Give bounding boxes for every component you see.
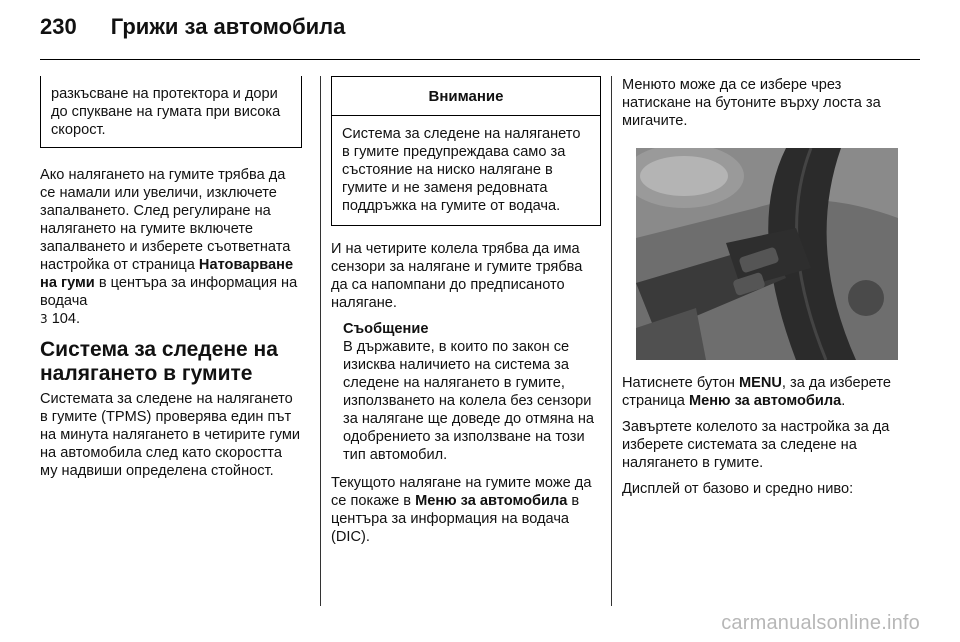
page-title: Грижи за автомобила: [110, 14, 346, 39]
press-menu-paragraph: [622, 374, 904, 410]
turn-signal-lever-photo: [636, 148, 898, 360]
text-run: в центъра за информация на водача (DIC).: [331, 493, 580, 545]
text-run: Натиснете бутон: [622, 375, 739, 391]
column-divider-2: [611, 76, 612, 606]
text-run: в центъра за информация на водача: [40, 275, 298, 309]
section-heading-tpms: Система за следене на налягането в гумите: [40, 338, 278, 385]
tpms-intro-paragraph: Системата за следене на налягането в гумите (TPMS) проверява един път на минута налягането в четирите гуми на автомобила след като скоростта му надвиши определена стойност.: [40, 391, 301, 479]
warning-continuation-text: разкъсване на протектора и дори до спукване на гумата при висока скорост.: [51, 86, 281, 138]
text-run: Ако налягането на гумите трябва да се намали или увеличи, изключете запалването. След регулиране на налягането на гумите включете запалването и изберете съответната настройка от страница: [40, 167, 291, 273]
menu-button-term: MENU: [738, 375, 782, 391]
column-divider-1: [320, 76, 321, 606]
notice-block: [331, 320, 601, 464]
display-level-paragraph: Дисплей от базово и средно ниво:: [622, 481, 854, 497]
column-1: [40, 76, 302, 488]
caution-box: [331, 76, 601, 226]
caution-title: Внимание: [332, 77, 600, 116]
page-reference-icon: 3: [40, 312, 48, 326]
tire-adjust-paragraph: [40, 166, 302, 328]
lever-illustration: [636, 148, 898, 360]
warning-box-continuation: [40, 76, 302, 148]
text-run: , за да изберете страница: [622, 375, 891, 409]
tire-load-page-link: Натоварване на гуми: [40, 257, 294, 291]
caution-text: Система за следене на налягането в гумите предупреждава само за състояние на ниско налягане в гумите и не заменя редовната поддръжка на гумите от водача.: [342, 126, 581, 214]
page-number: 230: [40, 14, 77, 39]
notice-text: В държавите, в които по закон се изисква наличието на система за следене на налягането в гумите, използването на колела без сензори за налягане ще доведе до отмяна на одобрението за използване на този тип автомобил.: [343, 339, 595, 463]
text-run: Текущото налягане на гумите може да се покаже в: [331, 475, 592, 509]
header-rule: [40, 59, 920, 60]
vehicle-menu-term: Меню за автомобила: [415, 493, 568, 509]
text-run: .: [841, 393, 846, 409]
rotate-wheel-paragraph: Завъртете колелото за настройка за да изберете системата за следене на налягането в гумите.: [622, 419, 890, 471]
menu-select-paragraph: Менюто може да се избере чрез натискане на бутоните върху лоста за мигачите.: [622, 77, 881, 129]
page-reference[interactable]: 104.: [47, 311, 81, 327]
notice-title: Съобщение: [343, 321, 429, 337]
column-2: [331, 76, 601, 554]
current-pressure-paragraph: [331, 474, 601, 546]
vehicle-menu-term: Меню за автомобила: [688, 393, 842, 409]
column-3: [622, 76, 904, 506]
page-header: [40, 14, 920, 54]
watermark: carmanualsonline.info: [721, 612, 920, 634]
sensors-paragraph: И на четирите колела трябва да има сензори за налягане и гумите трябва да са напомпани до предписаното налягане.: [331, 241, 583, 311]
